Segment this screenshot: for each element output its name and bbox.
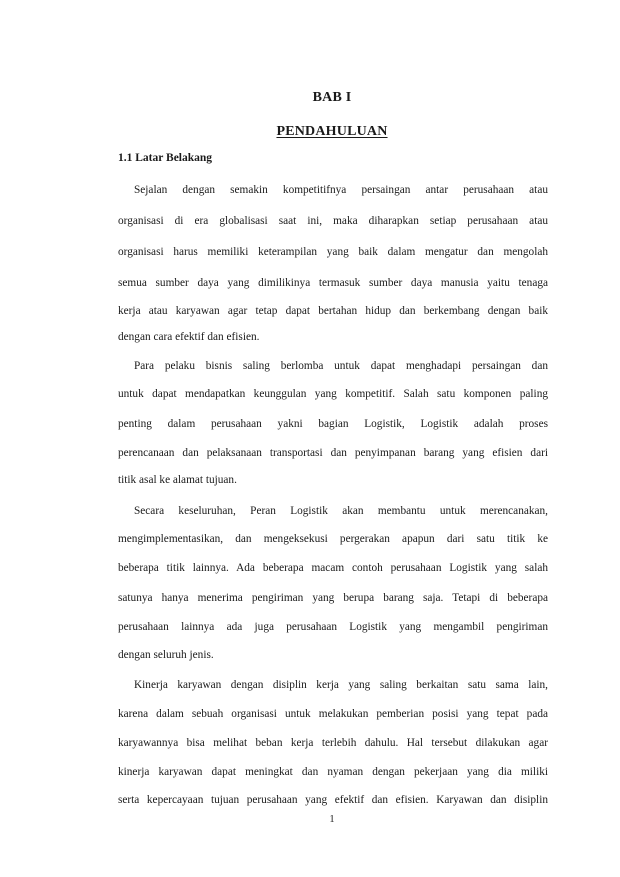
paragraph-2-line-3: penting dalam perusahaan yakni bagian Logistik, Logistik adalah proses [118,418,548,430]
paragraph-2-line-4: perencanaan dan pelaksanaan transportasi dan penyimpanan barang yang efisien dari [118,447,548,459]
paragraph-4-line-4: kinerja karyawan dapat meningkat dan nyaman dengan pekerjaan yang dia miliki [118,766,548,778]
paragraph-2-line-2: untuk dapat mendapatkan keunggulan yang kompetitif. Salah satu komponen paling [118,388,548,400]
paragraph-1-line-2: organisasi di era globalisasi saat ini, maka diharapkan setiap perusahaan atau [118,215,548,227]
paragraph-1-line-3: organisasi harus memiliki keterampilan yang baik dalam mengatur dan mengolah [118,246,548,258]
paragraph-3-line-3: beberapa titik lainnya. Ada beberapa macam contoh perusahaan Logistik yang salah [118,562,548,574]
paragraph-1-line-4: semua sumber daya yang dimilikinya termasuk sumber daya manusia yaitu tenaga [118,277,548,289]
paragraph-4-line-3: karyawannya bisa melihat beban kerja terlebih dahulu. Hal tersebut dilakukan agar [118,737,548,749]
paragraph-3-line-4: satunya hanya menerima pengiriman yang berupa barang saja. Tetapi di beberapa [118,592,548,604]
paragraph-1-line-5: kerja atau karyawan agar tetap dapat bertahan hidup dan berkembang dengan baik [118,305,548,317]
paragraph-3-line-6: dengan seluruh jenis. [118,649,214,661]
paragraph-3-line-1: Secara keseluruhan, Peran Logistik akan membantu untuk merencanakan, [134,505,548,517]
page-number: 1 [329,814,335,825]
paragraph-1-line-1: Sejalan dengan semakin kompetitifnya persaingan antar perusahaan atau [134,184,548,196]
paragraph-4-line-1: Kinerja karyawan dengan disiplin kerja yang saling berkaitan satu sama lain, [134,679,548,691]
paragraph-1-line-6: dengan cara efektif dan efisien. [118,331,260,343]
paragraph-3-line-5: perusahaan lainnya ada juga perusahaan Logistik yang mengambil pengiriman [118,621,548,633]
paragraph-2-line-1: Para pelaku bisnis saling berlomba untuk dapat menghadapi persaingan dan [134,360,548,372]
paragraph-3-line-2: mengimplementasikan, dan mengeksekusi pergerakan apapun dari satu titik ke [118,533,548,545]
paragraph-2-line-5: titik asal ke alamat tujuan. [118,474,237,486]
chapter-number: BAB I [312,90,352,105]
paragraph-4-line-2: karena dalam sebuah organisasi untuk melakukan pemberian posisi yang tepat pada [118,708,548,720]
section-heading: 1.1 Latar Belakang [118,152,213,164]
paragraph-4-line-5: serta kepercayaan tujuan perusahaan yang efektif dan efisien. Karyawan dan disiplin [118,794,548,806]
chapter-title: PENDAHULUAN [276,124,388,139]
